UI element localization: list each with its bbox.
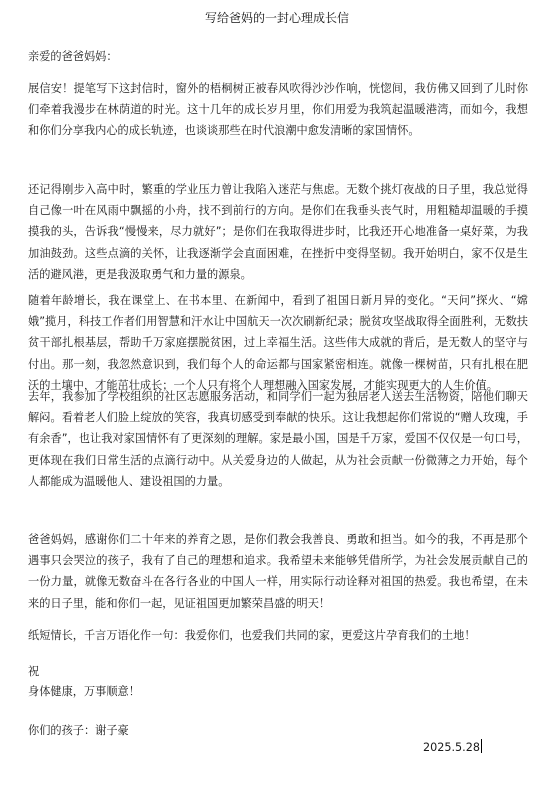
paragraph-country-growth: 随着年龄增长，我在课堂上、在书本里、在新闻中，看到了祖国日新月异的变化。“天问”探火、“嫦娥”揽月，科技工作者们用智慧和汗水让中国航天一次次刷新纪录；脱贫攻坚战取得全面胜利，无数扶贫干部扎根基层，帮助千万家庭摆脱贫困，过上幸福生活。这些伟大成就的背后，是无数人的坚守与付出。那一刻，我忽然意识到，我们每个人的命运都与国家紧密相连。就像一棵树苗，只有扎根在肥沃的土壤中，才能茁壮成长；一个人只有将个人理想融入国家发展，才能实现更大的人生价值。	[28, 294, 528, 392]
document-title: 写给爸妈的一封心理成长信	[204, 11, 349, 25]
paragraph-greeting: 展信安！提笔写下这封信时，窗外的梧桐树正被春风吹得沙沙作响，恍惚间，我仿佛又回到了儿时你们牵着我漫步在林荫道的时光。这十几年的成长岁月里，你们用爱为我筑起温暖港湾，而如今，我想和你们分享我内心的成长轨迹，也谈谈那些在时代浪潮中愈发清晰的家国情怀。	[28, 82, 528, 138]
paragraph-conclusion: 纸短情长，千言万语化作一句：我爱你们，也爱我们共同的家，更爱这片孕育我们的土地！	[28, 629, 476, 642]
closing-wish: 祝	[28, 665, 40, 678]
letter-date: 2025.5.28	[423, 741, 480, 754]
paragraph-volunteering: 去年，我参加了学校组织的社区志愿服务活动，和同学们一起为独居老人送去生活物资，陪他们聊天解闷。看着老人们脸上绽放的笑容，我真切感受到奉献的快乐。这让我想起你们常说的“赠人玫瑰，手有余香”，也让我对家国情怀有了更深刻的理解。家是最小国，国是千万家，爱国不仅仅是一句口号，更体现在我们日常生活的点滴行动中。从关爱身边的人做起，从为社会贡献一份微薄之力开始，每个人都能成为温暖他人、建设祖国的力量。	[28, 390, 528, 488]
text-cursor	[481, 739, 482, 753]
signature: 你们的孩子：谢子豪	[28, 724, 129, 737]
date-line[interactable]	[423, 739, 482, 756]
paragraph-high-school: 还记得刚步入高中时，繁重的学业压力曾让我陷入迷茫与焦虑。无数个挑灯夜战的日子里，我总觉得自己像一叶在风雨中飘摇的小舟，找不到前行的方向。是你们在我垂头丧气时，用粗糙却温暖的手摸摸我的头，告诉我“慢慢来，尽力就好”；是你们在我取得进步时，比我还开心地准备一桌好菜，为我加油鼓劲。这些点滴的关怀，让我逐渐学会直面困难，在挫折中变得坚韧。我开始明白，家不仅是生活的避风港，更是我汲取勇气和力量的源泉。	[28, 183, 528, 281]
salutation: 亲爱的爸爸妈妈：	[28, 50, 118, 63]
paragraph-gratitude: 爸爸妈妈，感谢你们二十年来的养育之恩，是你们教会我善良、勇敢和担当。如今的我，不再是那个遇事只会哭泣的孩子，我有了自己的理想和追求。我希望未来能够凭借所学，为社会发展贡献自己的一份力量，就像无数奋斗在各行各业的中国人一样，用实际行动诠释对祖国的热爱。我也希望，在未来的日子里，能和你们一起，见证祖国更加繁荣昌盛的明天！	[28, 533, 528, 610]
closing-blessing: 身体健康，万事顺意！	[28, 685, 140, 698]
